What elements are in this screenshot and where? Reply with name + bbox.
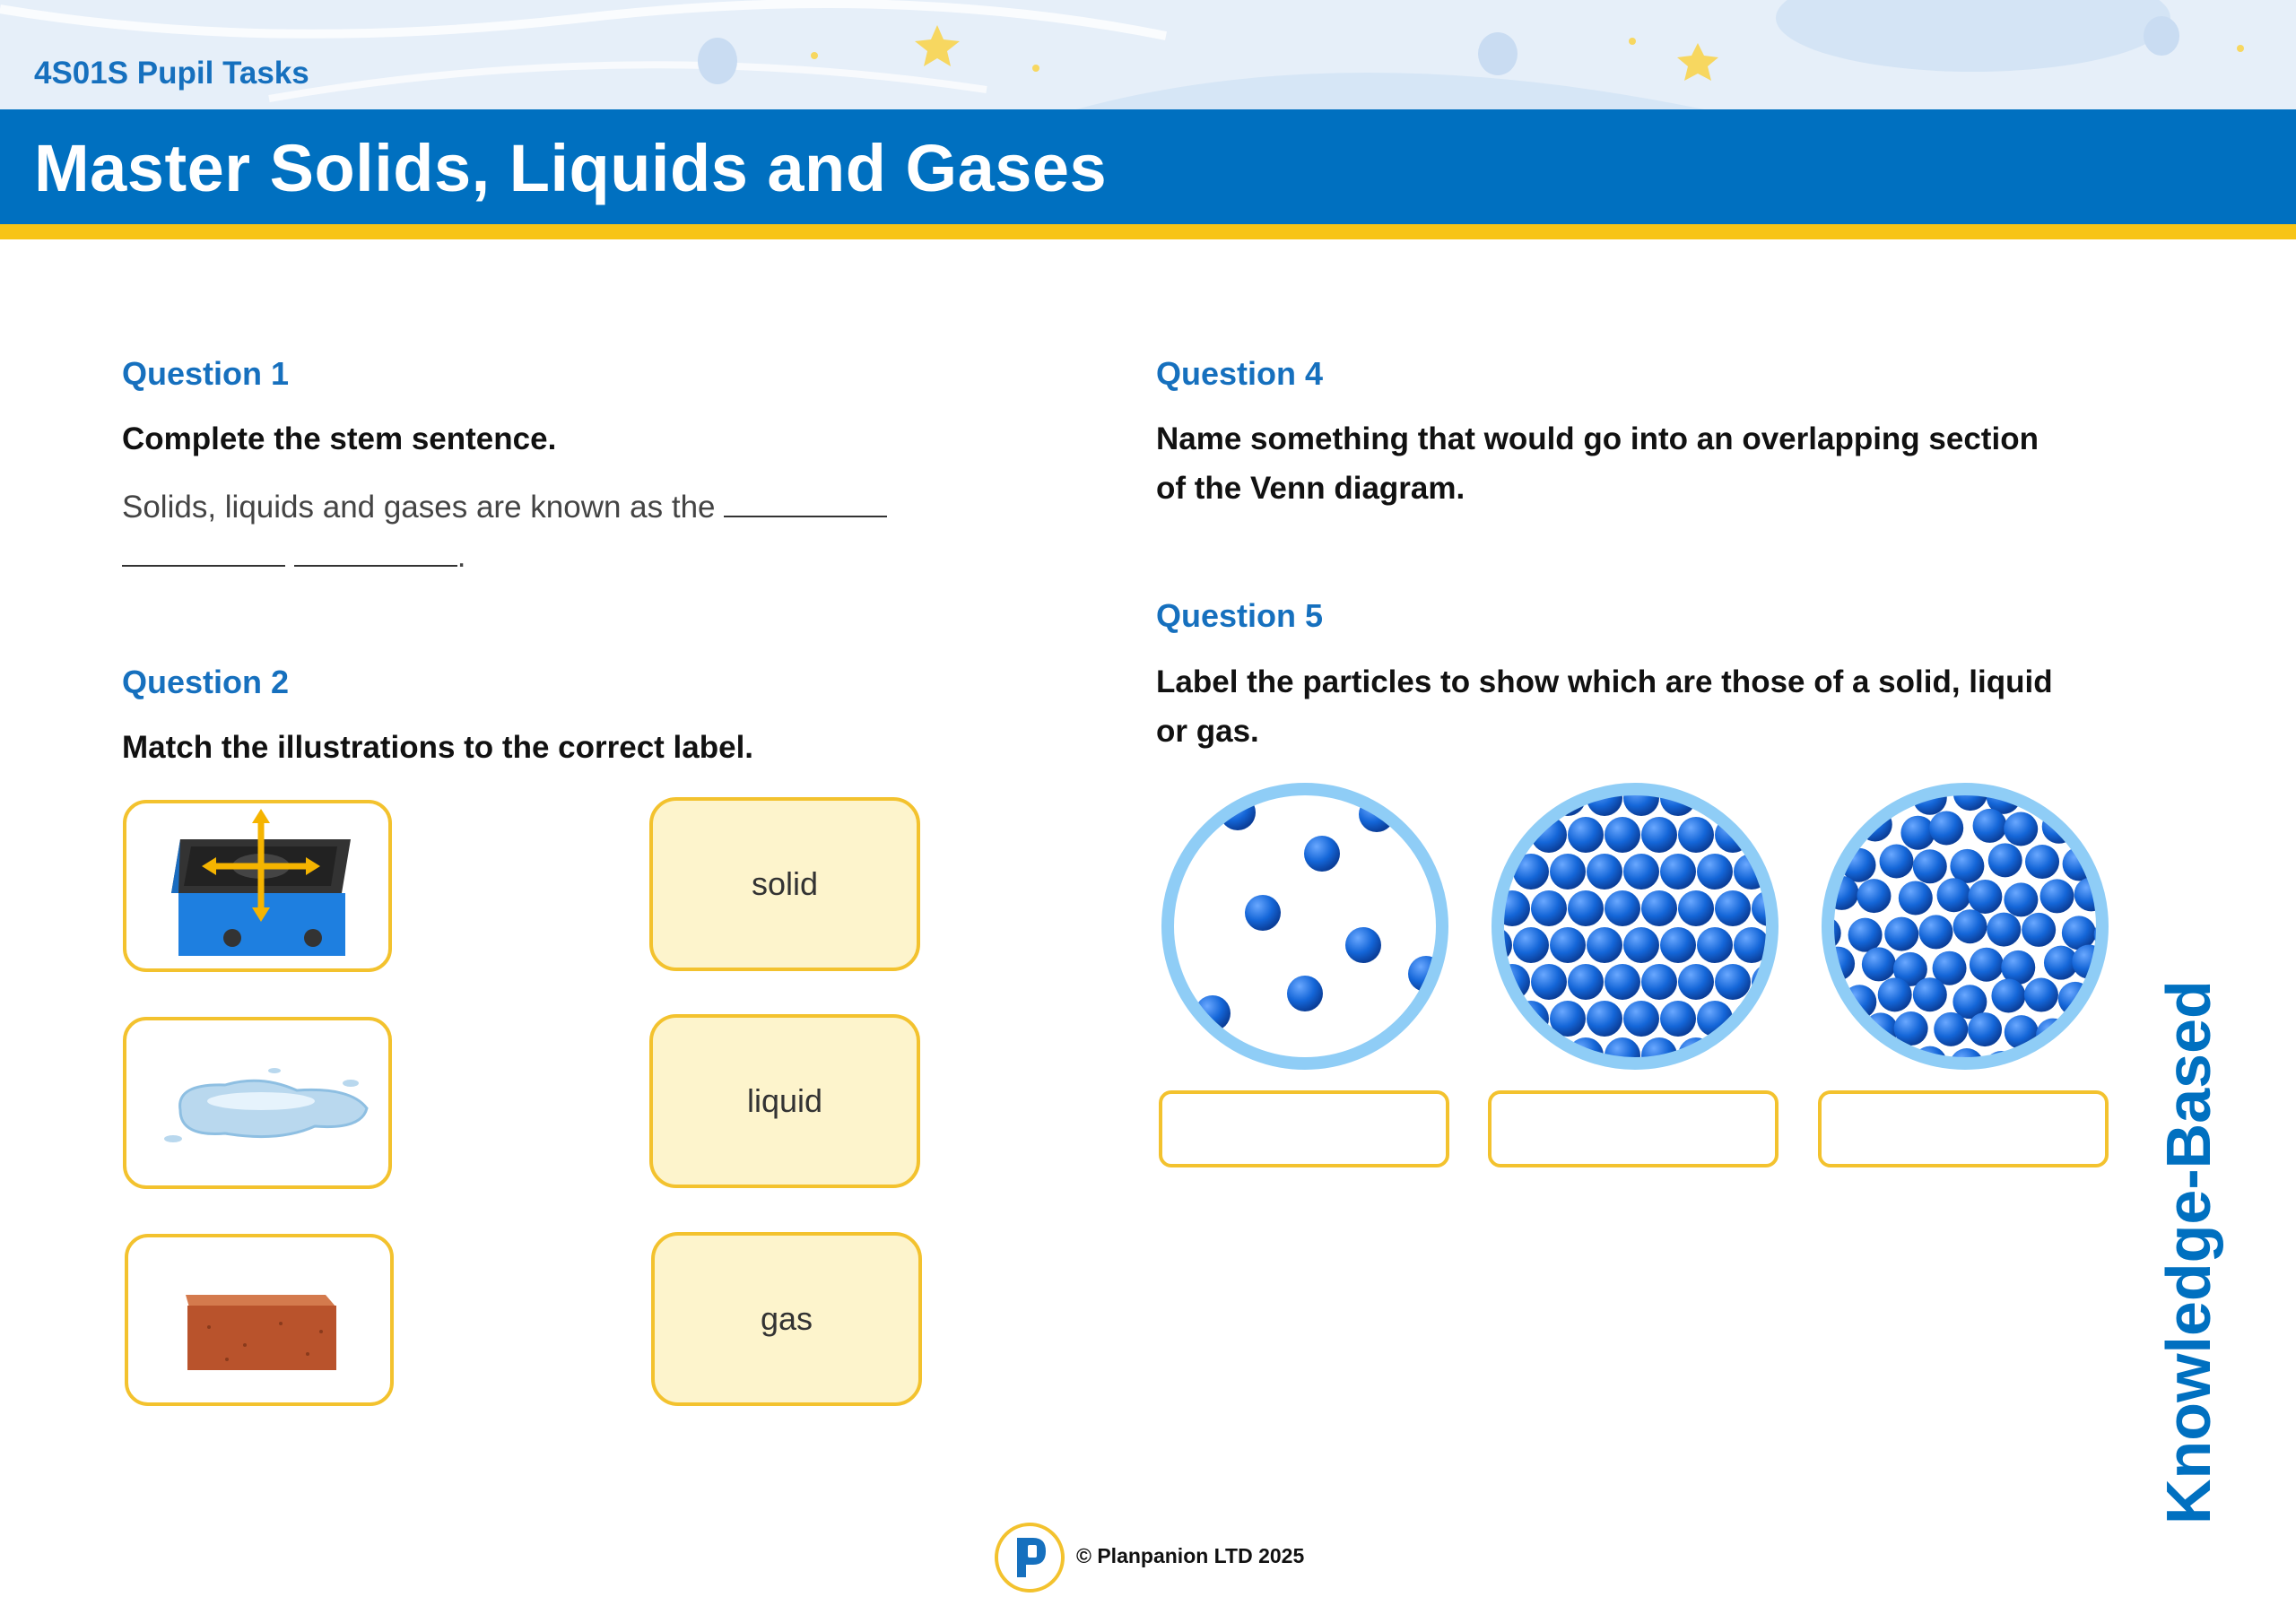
stem-sentence-text: Solids, liquids and gases are known as the: [122, 490, 716, 525]
wave-decoration-icon: [0, 0, 2296, 109]
particle-answer-box-2[interactable]: [1488, 1090, 1779, 1167]
water-puddle-icon: [126, 1020, 388, 1185]
question-5-instruction-line-1: Label the particles to show which are those of a solid, liquid: [1156, 664, 2053, 699]
illustration-card-hob[interactable]: [123, 800, 392, 972]
gas-particles-icon: [1157, 778, 1453, 1074]
question-4-instruction: [1156, 414, 2143, 513]
document-code: 4S01S Pupil Tasks: [34, 56, 309, 91]
copyright-text: © Planpanion LTD 2025: [1076, 1544, 1305, 1567]
question-1-heading: Question 1: [122, 355, 290, 392]
title-underline: [0, 224, 2296, 239]
liquid-particles-icon: [1817, 778, 2113, 1074]
answer-blank-3[interactable]: [294, 538, 457, 567]
knowledge-based-label: Knowledge-Based: [2153, 980, 2223, 1524]
answer-blank-1[interactable]: [724, 489, 887, 517]
question-4-instruction-line-1: Name something that would go into an overlapping section: [1156, 421, 2039, 456]
label-card-solid[interactable]: solid: [649, 797, 920, 971]
question-2-heading: Question 2: [122, 664, 290, 700]
question-4-heading: Question 4: [1156, 355, 1324, 392]
page-title: Master Solids, Liquids and Gases: [34, 131, 1108, 205]
answer-blank-2[interactable]: [122, 538, 285, 567]
question-2-instruction: Match the illustrations to the correct label.: [122, 730, 754, 765]
sentence-end: .: [457, 539, 466, 574]
label-card-liquid[interactable]: liquid: [649, 1014, 920, 1188]
particle-answer-box-1[interactable]: [1159, 1090, 1449, 1167]
label-card-gas[interactable]: gas: [651, 1232, 922, 1406]
particle-answer-box-3[interactable]: [1818, 1090, 2109, 1167]
question-1-instruction: Complete the stem sentence.: [122, 421, 557, 456]
illustration-card-puddle[interactable]: [123, 1017, 392, 1189]
brick-icon: [128, 1237, 390, 1402]
gas-hob-icon: [126, 803, 388, 968]
illustration-card-brick[interactable]: [125, 1234, 394, 1406]
header-decoration-band: [0, 0, 2296, 109]
question-4-instruction-line-2: of the Venn diagram.: [1156, 471, 1465, 506]
question-5-instruction: [1156, 657, 2143, 756]
question-5-heading: Question 5: [1156, 597, 1324, 634]
question-5-instruction-line-2: or gas.: [1156, 714, 1259, 749]
question-1-sentence: [122, 482, 929, 581]
solid-particles-icon: [1487, 778, 1783, 1074]
planpanion-logo-icon: [994, 1522, 1065, 1593]
